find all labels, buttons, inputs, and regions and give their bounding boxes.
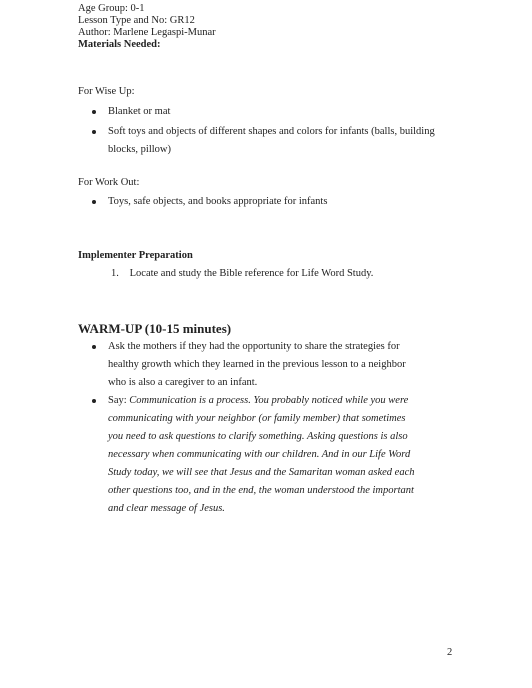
materials-heading: Materials Needed:: [78, 39, 161, 50]
say-prefix: Say:: [108, 395, 130, 406]
list-item: [78, 193, 438, 211]
list-item: [78, 123, 438, 159]
say-script: Communication is a process. You probably noticed while you were communicating with your neighbor (or family member) that sometimes you need to ask questions to clarify something. Asking questions is also necessary when communicating with our children. And in our Life Word Study today, we will see that Jesus and the Samaritan woman asked each other questions too, and in the end, the woman understood the important and clear message of Jesus.: [108, 395, 415, 514]
bullet-icon: [92, 110, 96, 114]
age-group: Age Group: 0-1: [78, 3, 145, 14]
list-item-text: Ask the mothers if they had the opportunity to share the strategies for healthy growth which they learned in the previous lesson to a neighbor who is also a caregiver to an infant.: [108, 341, 406, 388]
list-item-text: Soft toys and objects of different shapes and colors for infants (balls, building blocks, pillow): [108, 126, 435, 155]
wise-up-list: [78, 103, 438, 159]
work-out-label: For Work Out:: [78, 177, 140, 188]
implementer-heading: Implementer Preparation: [78, 250, 193, 261]
list-item: [78, 103, 438, 121]
list-item: [78, 338, 418, 392]
wise-up-label: For Wise Up:: [78, 86, 135, 97]
warmup-heading: WARM-UP (10-15 minutes): [78, 321, 232, 336]
lesson-type: Lesson Type and No: GR12: [78, 15, 195, 26]
bullet-icon: [92, 399, 96, 403]
warmup-list: [78, 338, 418, 518]
bullet-icon: [92, 200, 96, 204]
list-item-text: Blanket or mat: [108, 106, 171, 117]
list-item-text: Toys, safe objects, and books appropriate for infants: [108, 196, 328, 207]
page-number: 2: [447, 647, 453, 658]
lesson-header: [78, 3, 216, 51]
item-text: Locate and study the Bible reference for Life Word Study.: [129, 268, 374, 279]
bullet-icon: [92, 345, 96, 349]
implementer-item: [111, 268, 373, 280]
bullet-icon: [92, 130, 96, 134]
list-item: [78, 392, 418, 518]
item-number: 1.: [111, 268, 119, 279]
work-out-list: [78, 193, 438, 211]
author: Author: Marlene Legaspi-Munar: [78, 27, 216, 38]
